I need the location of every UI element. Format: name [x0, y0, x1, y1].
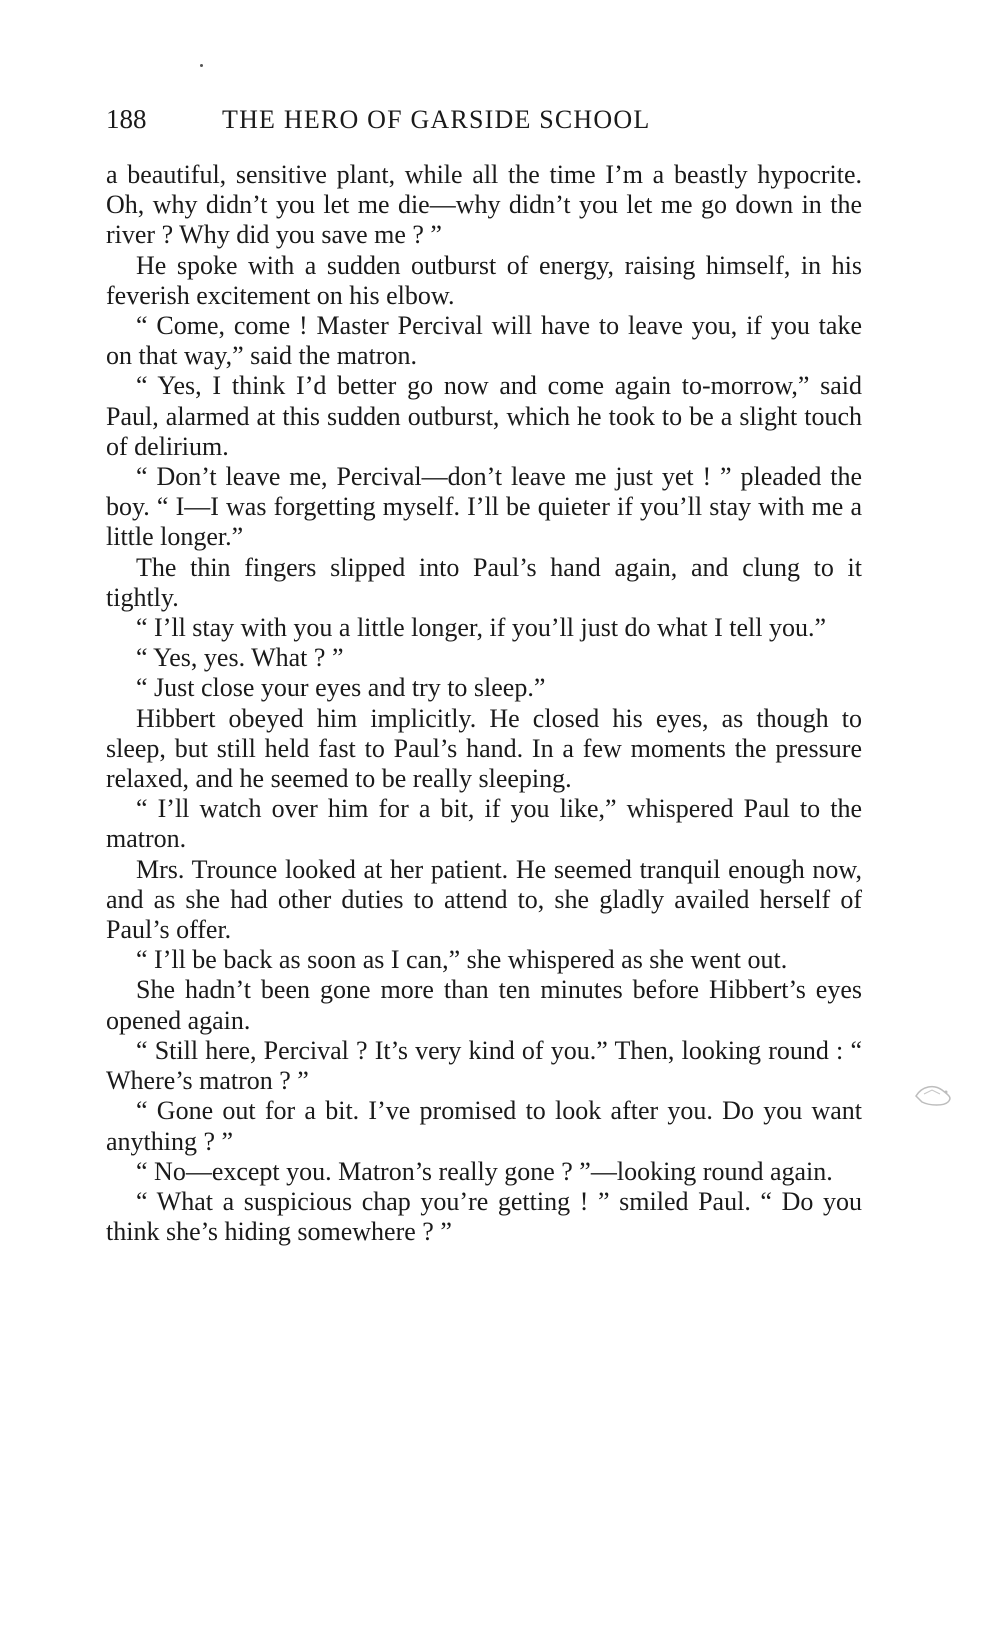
paragraph: “ Yes, yes. What ? ” [136, 643, 344, 673]
paragraph: “ I’ll be back as soon as I can,” she whispered as she went out. [136, 945, 788, 975]
paragraph: “ Still here, Percival ? It’s very kind of you.” Then, looking round : “ Where’s matron ? ” [106, 1035, 862, 1096]
paragraph-continued: a beautiful, sensitive plant, while all the time I’m a beastly hypocrite. Oh, why didn’t you let me die—why didn’t you let me go down in the river ? Why did you save me ? ” [106, 160, 862, 250]
paragraph: “ I’ll stay with you a little longer, if you’ll just do what I tell you.” [136, 613, 826, 643]
paragraph: Mrs. Trounce looked at her patient. He seemed tranquil enough now, and as she had other duties to attend to, she gladly availed herself of Paul’s offer. [106, 854, 862, 945]
paragraph: “ Gone out for a bit. I’ve promised to look after you. Do you want anything ? ” [106, 1096, 862, 1156]
paragraph: “ Don’t leave me, Percival—don’t leave me just yet ! ” pleaded the boy. “ I—I was forgetting myself. I’ll be quieter if you’ll stay with me a little longer.” [106, 462, 862, 552]
paragraph: “ No—except you. Matron’s really gone ? ”—looking round again. [136, 1156, 833, 1186]
paragraph: She hadn’t been gone more than ten minutes before Hibbert’s eyes opened again. [106, 975, 862, 1035]
book-title: THE HERO OF GARSIDE SCHOOL [222, 105, 651, 134]
body-text [106, 160, 862, 1247]
paragraph: “ Yes, I think I’d better go now and come again to-morrow,” said Paul, alarmed at this sudden outburst, which he took to be a slight touch of delirium. [106, 371, 862, 461]
paragraph: “ Just close your eyes and try to sleep.” [136, 673, 546, 703]
paragraph: “ Come, come ! Master Percival will have to leave you, if you take on that way,” said the matron. [106, 311, 862, 371]
paragraph: “ I’ll watch over him for a bit, if you like,” whispered Paul to the matron. [106, 794, 862, 854]
paragraph: Hibbert obeyed him implicitly. He closed his eyes, as though to sleep, but still held fast to Paul’s hand. In a few moments the pressure relaxed, and he seemed to be really sleeping. [106, 703, 862, 794]
paragraph: He spoke with a sudden outburst of energy, raising himself, in his feverish excitement on his elbow. [106, 250, 862, 310]
page-number: 188 [106, 104, 147, 134]
ink-speck [200, 64, 203, 67]
running-head [106, 104, 862, 148]
book-page [106, 104, 862, 1247]
margin-smudge [912, 1080, 956, 1108]
paragraph: The thin fingers slipped into Paul’s hand again, and clung to it tightly. [106, 552, 862, 612]
paragraph: “ What a suspicious chap you’re getting ! ” smiled Paul. “ Do you think she’s hiding somewhere ? ” [106, 1186, 862, 1247]
